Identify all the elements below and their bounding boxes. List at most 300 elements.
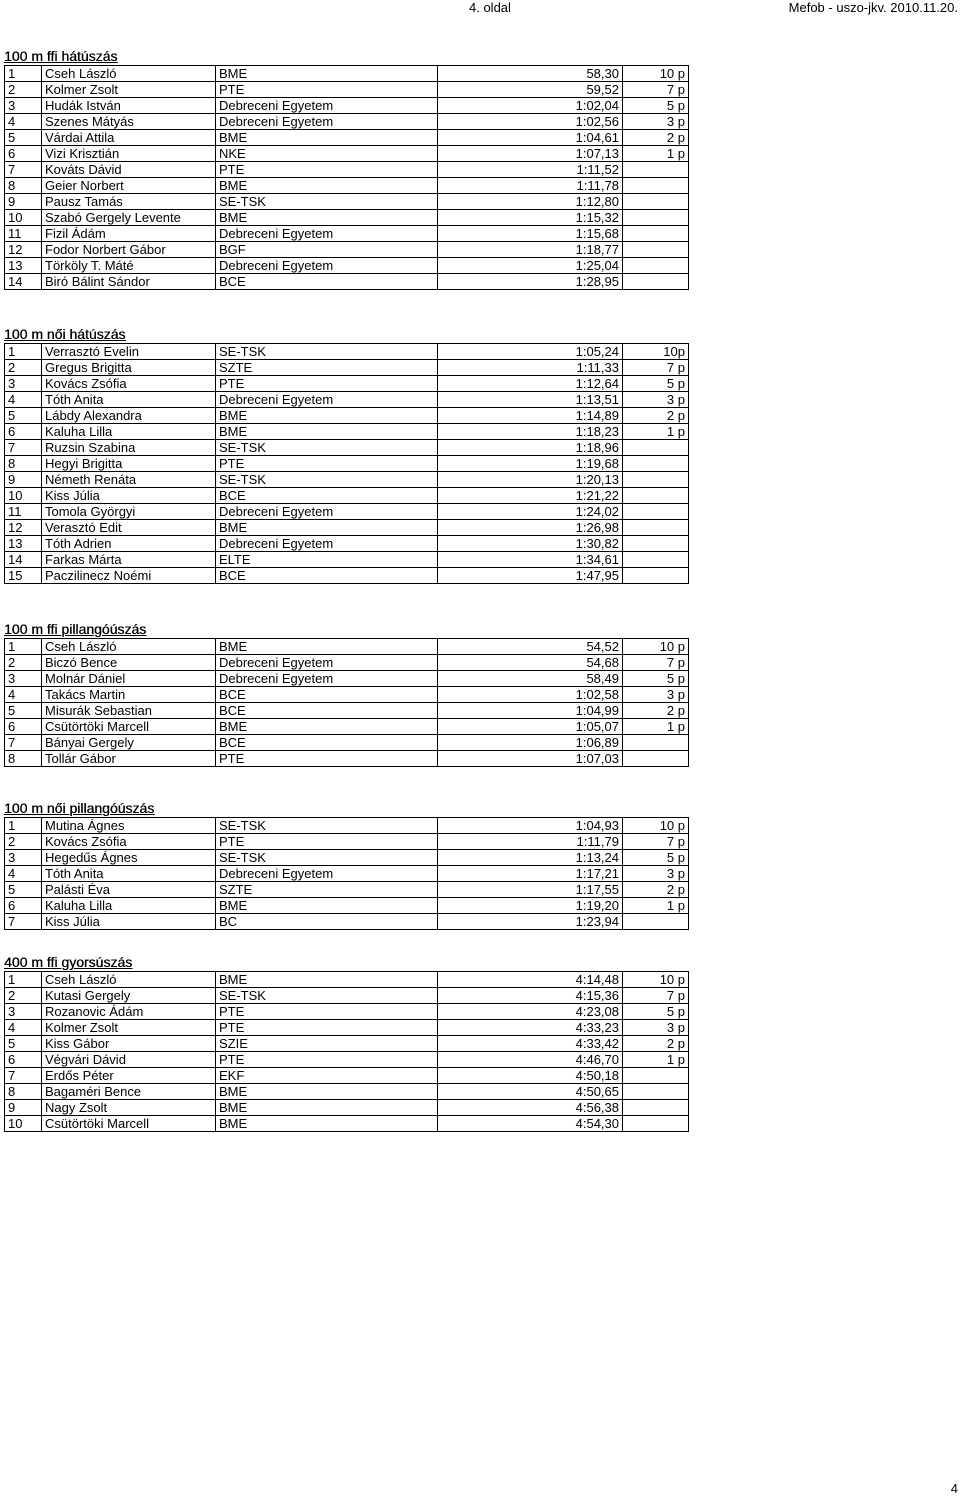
section-title: 100 m női hátúszás (4, 326, 126, 342)
time-cell: 1:18,77 (438, 242, 623, 258)
name-cell: Cseh László (42, 972, 216, 988)
table-row (5, 914, 689, 930)
name-cell: Kiss Júlia (42, 914, 216, 930)
table-row (5, 194, 689, 210)
time-cell: 1:21,22 (438, 488, 623, 504)
rank-cell: 2 (5, 360, 42, 376)
time-cell: 1:07,13 (438, 146, 623, 162)
club-cell: Debreceni Egyetem (216, 258, 438, 274)
points-cell: 7 p (623, 655, 689, 671)
club-cell: Debreceni Egyetem (216, 866, 438, 882)
time-cell: 1:18,96 (438, 440, 623, 456)
section-100m-women-backstroke (4, 325, 689, 584)
club-cell: BME (216, 972, 438, 988)
rank-cell: 2 (5, 82, 42, 98)
name-cell: Biró Bálint Sándor (42, 274, 216, 290)
points-cell: 5 p (623, 98, 689, 114)
time-cell: 1:11,52 (438, 162, 623, 178)
club-cell: BCE (216, 735, 438, 751)
club-cell: SE-TSK (216, 818, 438, 834)
points-cell: 10p (623, 344, 689, 360)
points-cell (623, 456, 689, 472)
page-number: 4 (950, 1481, 958, 1496)
time-cell: 4:33,23 (438, 1020, 623, 1036)
table-row (5, 66, 689, 82)
name-cell: Fodor Norbert Gábor (42, 242, 216, 258)
points-cell: 3 p (623, 392, 689, 408)
points-cell (623, 751, 689, 767)
name-cell: Hudák István (42, 98, 216, 114)
document-title: Mefob - uszo-jkv. 2010.11.20. (788, 0, 958, 15)
points-cell (623, 735, 689, 751)
points-cell: 7 p (623, 988, 689, 1004)
rank-cell: 7 (5, 914, 42, 930)
rank-cell: 11 (5, 226, 42, 242)
club-cell: BME (216, 408, 438, 424)
club-cell: Debreceni Egyetem (216, 671, 438, 687)
table-row (5, 850, 689, 866)
name-cell: Tóth Adrien (42, 536, 216, 552)
rank-cell: 5 (5, 882, 42, 898)
club-cell: SE-TSK (216, 344, 438, 360)
name-cell: Bányai Gergely (42, 735, 216, 751)
points-cell: 2 p (623, 130, 689, 146)
club-cell: SE-TSK (216, 472, 438, 488)
table-row (5, 898, 689, 914)
name-cell: Takács Martin (42, 687, 216, 703)
name-cell: Vizi Krisztián (42, 146, 216, 162)
name-cell: Erdős Péter (42, 1068, 216, 1084)
table-row (5, 408, 689, 424)
table-row (5, 536, 689, 552)
time-cell: 59,52 (438, 82, 623, 98)
time-cell: 1:05,07 (438, 719, 623, 735)
time-cell: 1:15,32 (438, 210, 623, 226)
club-cell: Debreceni Egyetem (216, 536, 438, 552)
club-cell: BME (216, 210, 438, 226)
rank-cell: 4 (5, 687, 42, 703)
rank-cell: 10 (5, 488, 42, 504)
time-cell: 54,68 (438, 655, 623, 671)
name-cell: Fizil Ádám (42, 226, 216, 242)
club-cell: SE-TSK (216, 194, 438, 210)
club-cell: BGF (216, 242, 438, 258)
rank-cell: 1 (5, 818, 42, 834)
time-cell: 1:23,94 (438, 914, 623, 930)
rank-cell: 11 (5, 504, 42, 520)
name-cell: Hegedűs Ágnes (42, 850, 216, 866)
rank-cell: 5 (5, 130, 42, 146)
club-cell: BME (216, 66, 438, 82)
time-cell: 1:47,95 (438, 568, 623, 584)
name-cell: Palásti Éva (42, 882, 216, 898)
rank-cell: 8 (5, 751, 42, 767)
club-cell: PTE (216, 1004, 438, 1020)
points-cell: 10 p (623, 972, 689, 988)
name-cell: Misurák Sebastian (42, 703, 216, 719)
table-row (5, 751, 689, 767)
name-cell: Kovács Zsófia (42, 376, 216, 392)
club-cell: BME (216, 1116, 438, 1132)
table-row (5, 687, 689, 703)
time-cell: 1:13,24 (438, 850, 623, 866)
name-cell: Szabó Gergely Levente (42, 210, 216, 226)
time-cell: 1:20,13 (438, 472, 623, 488)
points-cell: 7 p (623, 360, 689, 376)
club-cell: EKF (216, 1068, 438, 1084)
rank-cell: 15 (5, 568, 42, 584)
points-cell (623, 504, 689, 520)
points-cell (623, 1068, 689, 1084)
club-cell: BME (216, 1084, 438, 1100)
table-row (5, 1116, 689, 1132)
results-table (4, 65, 689, 290)
page-header (0, 0, 960, 16)
club-cell: PTE (216, 162, 438, 178)
time-cell: 1:17,55 (438, 882, 623, 898)
rank-cell: 1 (5, 972, 42, 988)
rank-cell: 4 (5, 114, 42, 130)
points-cell (623, 162, 689, 178)
time-cell: 4:50,65 (438, 1084, 623, 1100)
name-cell: Gregus Brigitta (42, 360, 216, 376)
club-cell: BCE (216, 687, 438, 703)
name-cell: Kaluha Lilla (42, 898, 216, 914)
time-cell: 1:19,68 (438, 456, 623, 472)
name-cell: Végvári Dávid (42, 1052, 216, 1068)
section-title: 100 m ffi pillangóúszás (4, 621, 147, 637)
table-row (5, 1084, 689, 1100)
name-cell: Tomola Györgyi (42, 504, 216, 520)
points-cell: 10 p (623, 639, 689, 655)
time-cell: 1:04,93 (438, 818, 623, 834)
section-100m-men-backstroke (4, 47, 689, 290)
name-cell: Kolmer Zsolt (42, 82, 216, 98)
time-cell: 1:05,24 (438, 344, 623, 360)
table-row (5, 1100, 689, 1116)
table-row (5, 568, 689, 584)
time-cell: 1:02,04 (438, 98, 623, 114)
table-row (5, 360, 689, 376)
rank-cell: 9 (5, 194, 42, 210)
name-cell: Geier Norbert (42, 178, 216, 194)
points-cell (623, 210, 689, 226)
time-cell: 1:11,33 (438, 360, 623, 376)
table-row (5, 114, 689, 130)
rank-cell: 5 (5, 1036, 42, 1052)
time-cell: 1:12,64 (438, 376, 623, 392)
name-cell: Csütörtöki Marcell (42, 1116, 216, 1132)
time-cell: 4:23,08 (438, 1004, 623, 1020)
club-cell: PTE (216, 1052, 438, 1068)
points-cell (623, 520, 689, 536)
name-cell: Tollár Gábor (42, 751, 216, 767)
results-table (4, 971, 689, 1132)
points-cell: 7 p (623, 834, 689, 850)
points-cell (623, 536, 689, 552)
table-row (5, 866, 689, 882)
rank-cell: 3 (5, 376, 42, 392)
points-cell: 7 p (623, 82, 689, 98)
time-cell: 4:54,30 (438, 1116, 623, 1132)
club-cell: BME (216, 178, 438, 194)
club-cell: BCE (216, 568, 438, 584)
name-cell: Törköly T. Máté (42, 258, 216, 274)
points-cell (623, 914, 689, 930)
rank-cell: 3 (5, 98, 42, 114)
time-cell: 1:17,21 (438, 866, 623, 882)
points-cell (623, 242, 689, 258)
points-cell: 3 p (623, 114, 689, 130)
time-cell: 1:04,99 (438, 703, 623, 719)
table-row (5, 274, 689, 290)
time-cell: 1:11,78 (438, 178, 623, 194)
time-cell: 1:07,03 (438, 751, 623, 767)
section-title: 100 m női pillangóúszás (4, 800, 155, 816)
name-cell: Lábdy Alexandra (42, 408, 216, 424)
points-cell: 2 p (623, 882, 689, 898)
name-cell: Bagaméri Bence (42, 1084, 216, 1100)
points-cell: 2 p (623, 1036, 689, 1052)
table-row (5, 735, 689, 751)
name-cell: Verasztó Edit (42, 520, 216, 536)
table-row (5, 1052, 689, 1068)
name-cell: Németh Renáta (42, 472, 216, 488)
points-cell (623, 1100, 689, 1116)
club-cell: SE-TSK (216, 988, 438, 1004)
rank-cell: 14 (5, 274, 42, 290)
rank-cell: 3 (5, 671, 42, 687)
name-cell: Rozanovic Ádám (42, 1004, 216, 1020)
table-row (5, 440, 689, 456)
points-cell (623, 1084, 689, 1100)
club-cell: BME (216, 639, 438, 655)
rank-cell: 6 (5, 719, 42, 735)
time-cell: 54,52 (438, 639, 623, 655)
name-cell: Cseh László (42, 66, 216, 82)
club-cell: PTE (216, 456, 438, 472)
club-cell: Debreceni Egyetem (216, 655, 438, 671)
time-cell: 4:33,42 (438, 1036, 623, 1052)
rank-cell: 4 (5, 392, 42, 408)
section-400m-men-freestyle (4, 953, 689, 1132)
table-row (5, 639, 689, 655)
name-cell: Kiss Júlia (42, 488, 216, 504)
name-cell: Kutasi Gergely (42, 988, 216, 1004)
rank-cell: 5 (5, 408, 42, 424)
table-row (5, 671, 689, 687)
table-row (5, 472, 689, 488)
table-row (5, 178, 689, 194)
club-cell: PTE (216, 1020, 438, 1036)
rank-cell: 13 (5, 258, 42, 274)
points-cell: 2 p (623, 408, 689, 424)
club-cell: BCE (216, 703, 438, 719)
club-cell: Debreceni Egyetem (216, 226, 438, 242)
rank-cell: 7 (5, 440, 42, 456)
points-cell: 1 p (623, 719, 689, 735)
club-cell: SZTE (216, 882, 438, 898)
club-cell: SZTE (216, 360, 438, 376)
name-cell: Tóth Anita (42, 392, 216, 408)
table-row (5, 392, 689, 408)
time-cell: 1:30,82 (438, 536, 623, 552)
points-cell: 1 p (623, 1052, 689, 1068)
name-cell: Kovács Zsófia (42, 834, 216, 850)
table-row (5, 719, 689, 735)
table-row (5, 344, 689, 360)
club-cell: BCE (216, 274, 438, 290)
points-cell: 5 p (623, 671, 689, 687)
points-cell: 3 p (623, 1020, 689, 1036)
rank-cell: 12 (5, 520, 42, 536)
points-cell: 1 p (623, 424, 689, 440)
rank-cell: 4 (5, 1020, 42, 1036)
time-cell: 4:56,38 (438, 1100, 623, 1116)
table-row (5, 655, 689, 671)
table-row (5, 488, 689, 504)
club-cell: BME (216, 898, 438, 914)
time-cell: 4:46,70 (438, 1052, 623, 1068)
points-cell: 1 p (623, 898, 689, 914)
points-cell: 5 p (623, 376, 689, 392)
time-cell: 1:02,58 (438, 687, 623, 703)
name-cell: Ruzsin Szabina (42, 440, 216, 456)
name-cell: Nagy Zsolt (42, 1100, 216, 1116)
club-cell: Debreceni Egyetem (216, 504, 438, 520)
name-cell: Farkas Márta (42, 552, 216, 568)
table-row (5, 834, 689, 850)
name-cell: Biczó Bence (42, 655, 216, 671)
table-row (5, 988, 689, 1004)
section-100m-men-butterfly (4, 620, 689, 767)
table-row (5, 242, 689, 258)
results-table (4, 343, 689, 584)
points-cell (623, 568, 689, 584)
table-row (5, 1036, 689, 1052)
table-row (5, 882, 689, 898)
rank-cell: 6 (5, 898, 42, 914)
points-cell (623, 226, 689, 242)
table-row (5, 376, 689, 392)
club-cell: BME (216, 130, 438, 146)
time-cell: 1:12,80 (438, 194, 623, 210)
name-cell: Szenes Mátyás (42, 114, 216, 130)
table-row (5, 972, 689, 988)
rank-cell: 8 (5, 1084, 42, 1100)
name-cell: Tóth Anita (42, 866, 216, 882)
table-row (5, 818, 689, 834)
rank-cell: 7 (5, 162, 42, 178)
name-cell: Hegyi Brigitta (42, 456, 216, 472)
rank-cell: 10 (5, 210, 42, 226)
table-row (5, 82, 689, 98)
club-cell: PTE (216, 834, 438, 850)
club-cell: SE-TSK (216, 850, 438, 866)
club-cell: BME (216, 719, 438, 735)
rank-cell: 7 (5, 1068, 42, 1084)
name-cell: Pausz Tamás (42, 194, 216, 210)
club-cell: PTE (216, 376, 438, 392)
club-cell: PTE (216, 751, 438, 767)
table-row (5, 130, 689, 146)
time-cell: 1:14,89 (438, 408, 623, 424)
points-cell: 10 p (623, 818, 689, 834)
rank-cell: 14 (5, 552, 42, 568)
page-label: 4. oldal (469, 0, 511, 15)
points-cell (623, 274, 689, 290)
time-cell: 1:13,51 (438, 392, 623, 408)
points-cell (623, 552, 689, 568)
time-cell: 1:15,68 (438, 226, 623, 242)
points-cell (623, 440, 689, 456)
points-cell (623, 488, 689, 504)
time-cell: 58,30 (438, 66, 623, 82)
points-cell: 3 p (623, 687, 689, 703)
club-cell: BME (216, 1100, 438, 1116)
name-cell: Kiss Gábor (42, 1036, 216, 1052)
table-row (5, 1004, 689, 1020)
points-cell (623, 194, 689, 210)
rank-cell: 8 (5, 456, 42, 472)
points-cell: 5 p (623, 1004, 689, 1020)
results-table (4, 638, 689, 767)
club-cell: BC (216, 914, 438, 930)
points-cell: 5 p (623, 850, 689, 866)
time-cell: 58,49 (438, 671, 623, 687)
section-title: 100 m ffi hátúszás (4, 48, 118, 64)
time-cell: 1:25,04 (438, 258, 623, 274)
time-cell: 1:28,95 (438, 274, 623, 290)
club-cell: Debreceni Egyetem (216, 98, 438, 114)
points-cell: 1 p (623, 146, 689, 162)
time-cell: 1:24,02 (438, 504, 623, 520)
club-cell: ELTE (216, 552, 438, 568)
club-cell: NKE (216, 146, 438, 162)
table-row (5, 703, 689, 719)
club-cell: SE-TSK (216, 440, 438, 456)
name-cell: Csütörtöki Marcell (42, 719, 216, 735)
rank-cell: 3 (5, 1004, 42, 1020)
name-cell: Kaluha Lilla (42, 424, 216, 440)
time-cell: 1:26,98 (438, 520, 623, 536)
time-cell: 1:06,89 (438, 735, 623, 751)
points-cell: 2 p (623, 703, 689, 719)
name-cell: Várdai Attila (42, 130, 216, 146)
rank-cell: 12 (5, 242, 42, 258)
results-table (4, 817, 689, 930)
table-row (5, 424, 689, 440)
section-title: 400 m ffi gyorsúszás (4, 954, 133, 970)
points-cell (623, 178, 689, 194)
table-row (5, 98, 689, 114)
name-cell: Mutina Ágnes (42, 818, 216, 834)
rank-cell: 2 (5, 988, 42, 1004)
time-cell: 4:15,36 (438, 988, 623, 1004)
rank-cell: 4 (5, 866, 42, 882)
rank-cell: 8 (5, 178, 42, 194)
points-cell (623, 1116, 689, 1132)
rank-cell: 7 (5, 735, 42, 751)
time-cell: 4:50,18 (438, 1068, 623, 1084)
club-cell: Debreceni Egyetem (216, 392, 438, 408)
table-row (5, 162, 689, 178)
club-cell: BME (216, 424, 438, 440)
table-row (5, 226, 689, 242)
time-cell: 1:11,79 (438, 834, 623, 850)
table-row (5, 146, 689, 162)
section-100m-women-butterfly (4, 799, 689, 930)
